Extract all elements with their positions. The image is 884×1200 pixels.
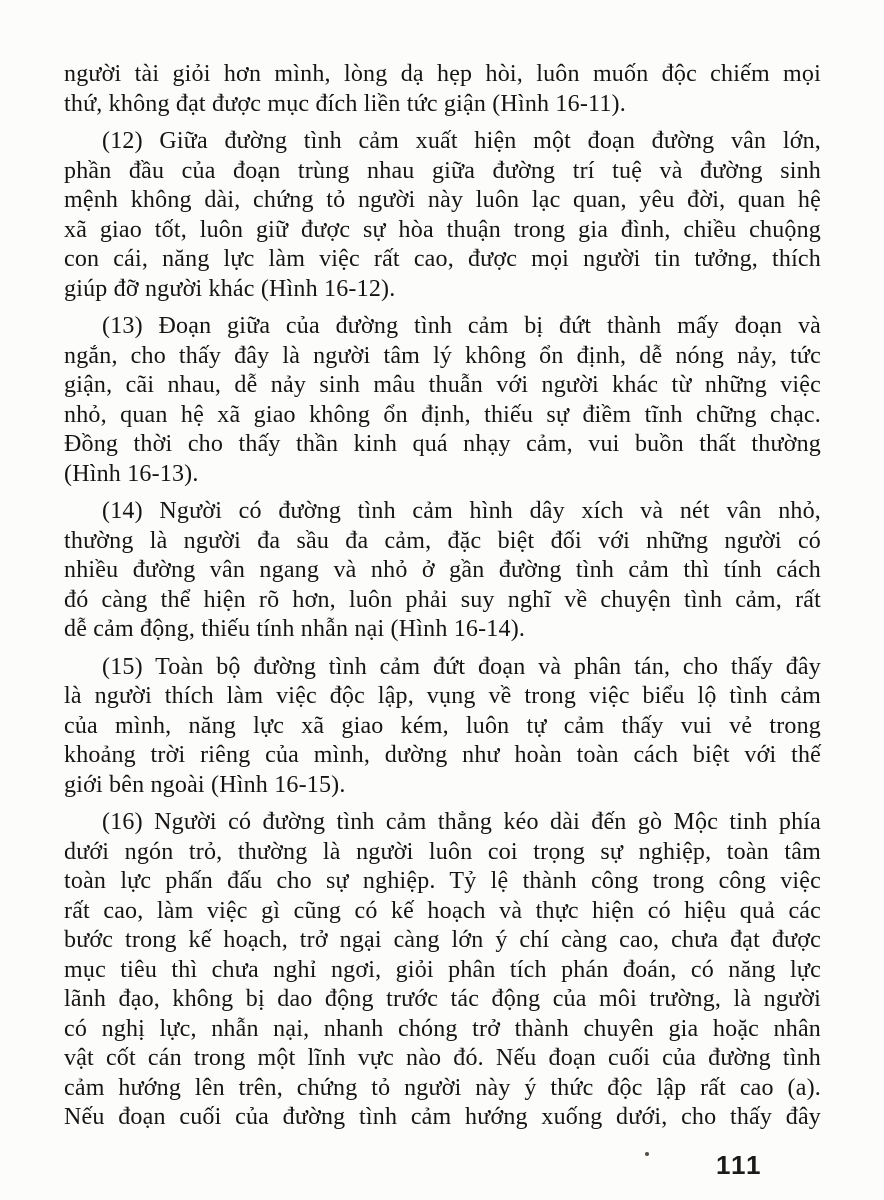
page-text <box>64 60 821 1133</box>
text-line: mệnh không dài, chứng tỏ người này luôn lạc quan, yêu đời, quan hệ <box>64 187 821 213</box>
text-line: giới bên ngoài (Hình 16-15). <box>64 771 346 798</box>
text-line: thường là người đa sầu đa cảm, đặc biệt đối với những người có <box>64 527 821 554</box>
text-line: là người thích làm việc độc lập, vụng về trong việc biểu lộ tình cảm <box>64 683 821 709</box>
text-line: dưới ngón trỏ, thường là người luôn coi trọng sự nghiệp, toàn tâm <box>64 838 821 865</box>
text-line: cảm hướng lên trên, chứng tỏ người này ý thức độc lập rất cao (a). <box>64 1074 821 1101</box>
page-number: 111 <box>716 1150 763 1180</box>
text-line: (13) Đoạn giữa của đường tình cảm bị đứt thành mấy đoạn và <box>102 313 821 339</box>
paragraph <box>64 808 821 1133</box>
text-line: toàn lực phấn đấu cho sự nghiệp. Tỷ lệ thành công trong công việc <box>64 868 821 894</box>
text-line: giận, cãi nhau, dễ nảy sinh mâu thuẫn với người khác từ những việc <box>64 372 821 398</box>
text-line: (16) Người có đường tình cảm thẳng kéo dài đến gò Mộc tinh phía <box>102 809 821 835</box>
scan-speck <box>645 1152 649 1156</box>
paragraph <box>64 127 821 304</box>
text-line: xã giao tốt, luôn giữ được sự hòa thuận trong gia đình, chiều chuộng <box>64 216 821 243</box>
text-line: bước trong kế hoạch, trở ngại càng lớn ý chí càng cao, chưa đạt được <box>64 927 821 953</box>
text-line: khoảng trời riêng của mình, dường như hoàn toàn cách biệt với thế <box>64 742 821 768</box>
text-line: người tài giỏi hơn mình, lòng dạ hẹp hòi, luôn muốn độc chiếm mọi <box>64 61 821 87</box>
text-line: vật cốt cán trong một lĩnh vực nào đó. Nếu đoạn cuối của đường tình <box>64 1045 821 1071</box>
text-line: nhiều đường vân ngang và nhỏ ở gần đường tình cảm thì tính cách <box>64 557 821 583</box>
text-line: ngắn, cho thấy đây là người tâm lý không ổn định, dễ nóng nảy, tức <box>64 342 821 369</box>
paragraph <box>64 60 821 119</box>
text-line: phần đầu của đoạn trùng nhau giữa đường trí tuệ và đường sinh <box>64 157 821 184</box>
text-line: đó càng thể hiện rõ hơn, luôn phải suy nghĩ về chuyện tình cảm, rất <box>64 586 821 613</box>
paragraph <box>64 497 821 645</box>
text-line: nhỏ, quan hệ xã giao không ổn định, thiếu sự điềm tĩnh chững chạc. <box>64 401 821 428</box>
paragraph <box>64 312 821 489</box>
text-line: giúp đỡ người khác (Hình 16-12). <box>64 275 396 302</box>
text-line: Nếu đoạn cuối của đường tình cảm hướng xuống dưới, cho thấy đây <box>64 1104 821 1130</box>
text-line: mục tiêu thì chưa nghỉ ngơi, giỏi phân tích phán đoán, có năng lực <box>64 956 821 983</box>
text-line: lãnh đạo, không bị dao động trước tác động của môi trường, là người <box>64 986 821 1012</box>
text-line: của mình, năng lực xã giao kém, luôn tự cảm thấy vui vẻ trong <box>64 712 821 739</box>
text-line: Đồng thời cho thấy thần kinh quá nhạy cảm, vui buồn thất thường <box>64 431 821 457</box>
text-line: (Hình 16-13). <box>64 460 199 487</box>
text-line: (14) Người có đường tình cảm hình dây xích và nét vân nhỏ, <box>102 498 821 524</box>
text-line: thứ, không đạt được mục đích liền tức giận (Hình 16-11). <box>64 90 626 117</box>
text-line: (12) Giữa đường tình cảm xuất hiện một đoạn đường vân lớn, <box>102 128 821 154</box>
paragraph <box>64 653 821 801</box>
text-line: có nghị lực, nhẫn nại, nhanh chóng trở thành chuyên gia hoặc nhân <box>64 1015 821 1042</box>
text-line: con cái, năng lực làm việc rất cao, được mọi người tin tưởng, thích <box>64 246 821 272</box>
text-line: rất cao, làm việc gì cũng có kế hoạch và thực hiện có hiệu quả các <box>64 897 821 924</box>
text-line: (15) Toàn bộ đường tình cảm đứt đoạn và phân tán, cho thấy đây <box>102 653 821 680</box>
text-line: dễ cảm động, thiếu tính nhẫn nại (Hình 16-14). <box>64 616 526 642</box>
